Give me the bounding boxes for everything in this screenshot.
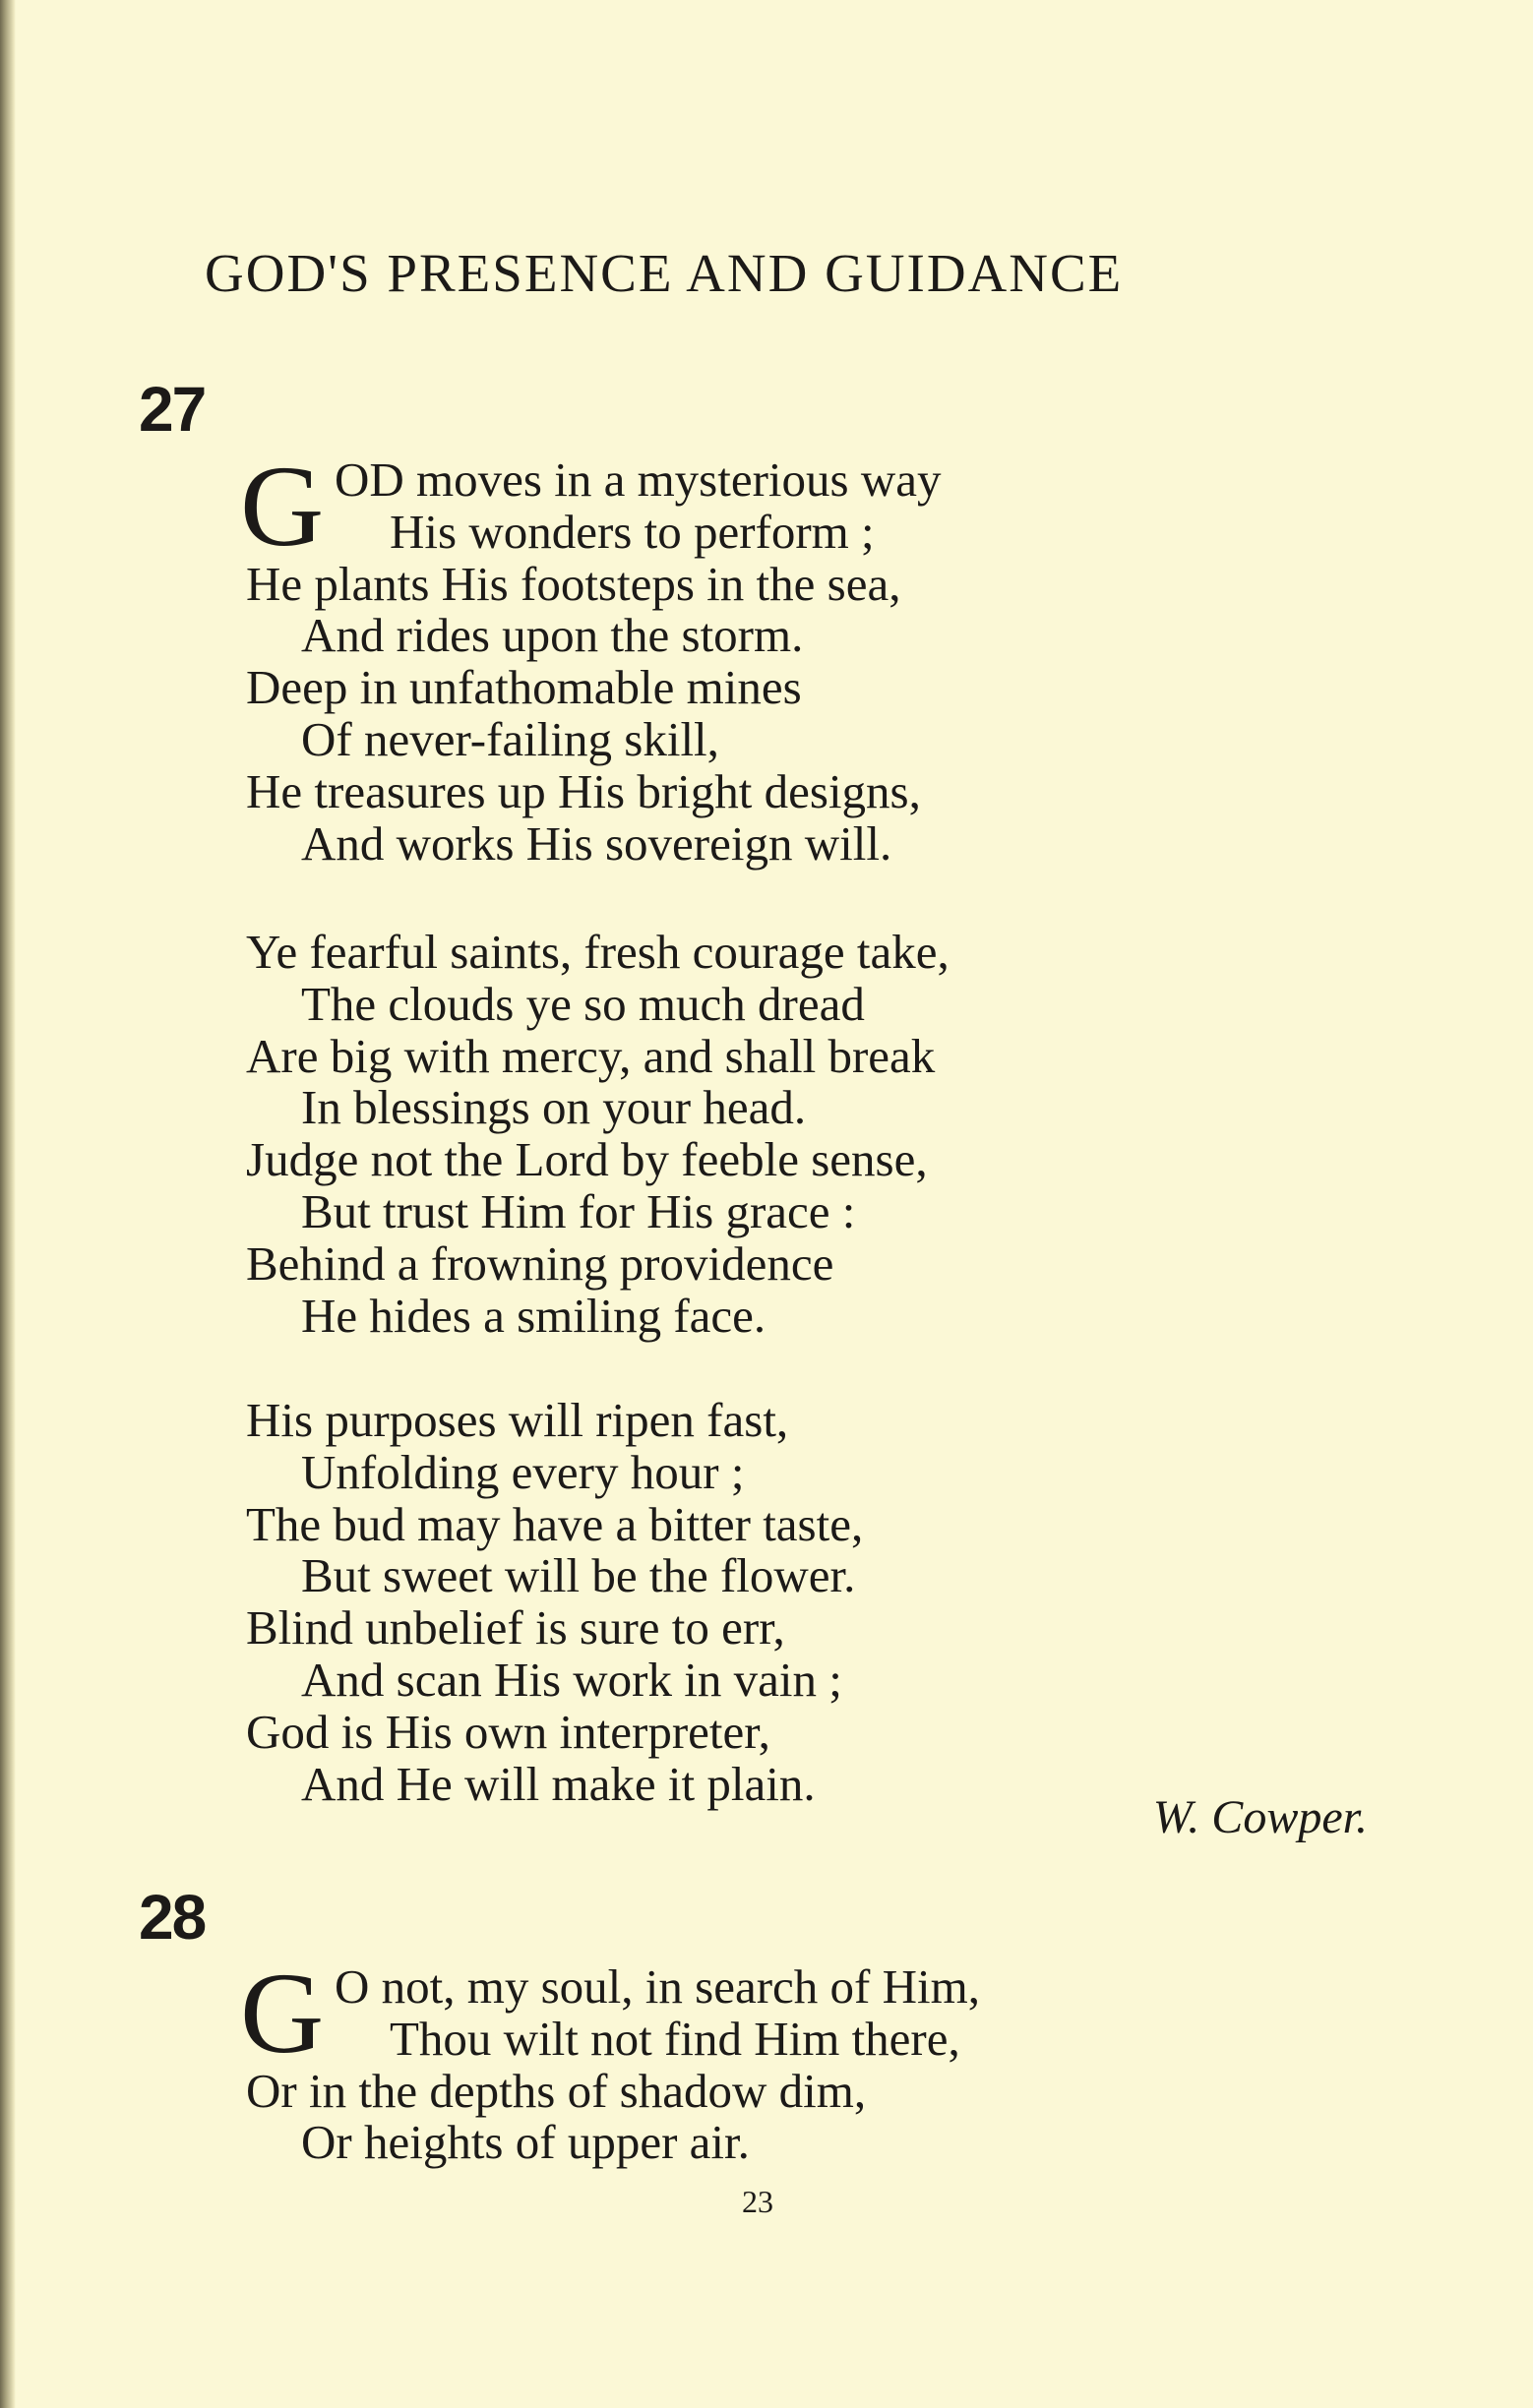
verse-line: But sweet will be the flower. xyxy=(301,1548,856,1603)
verse-line: Or in the depths of shadow dim, xyxy=(246,2063,867,2118)
verse-line: The bud may have a bitter taste, xyxy=(246,1496,864,1551)
hymn-28-stanza-1 xyxy=(246,1961,980,2169)
verse-line: Behind a frowning providence xyxy=(246,1235,834,1291)
verse-line: Thou wilt not find Him there, xyxy=(390,2011,960,2066)
hymn-number: 27 xyxy=(139,374,206,445)
verse-line: His purposes will ripen fast, xyxy=(246,1393,789,1447)
verse-line: God is His own interpreter, xyxy=(246,1704,770,1759)
verse-line: And rides upon the storm. xyxy=(301,608,804,663)
verse-line: And He will make it plain. xyxy=(301,1756,816,1811)
running-head: GOD'S PRESENCE AND GUIDANCE xyxy=(205,243,1124,303)
author-attribution: W. Cowper. xyxy=(1152,1791,1368,1843)
verse-line: He treasures up His bright designs, xyxy=(246,763,921,818)
verse-line: The clouds ye so much dread xyxy=(301,976,865,1031)
page-binding-edge xyxy=(0,0,16,2408)
verse-line: He hides a smiling face. xyxy=(301,1288,766,1343)
verse-line: His wonders to perform ; xyxy=(390,504,875,559)
page-number: 23 xyxy=(742,2184,773,2219)
verse-line: Judge not the Lord by feeble sense, xyxy=(246,1132,928,1187)
drop-cap: G xyxy=(240,442,325,571)
hymn-number: 28 xyxy=(139,1882,206,1953)
verse-line: But trust Him for His grace : xyxy=(301,1183,856,1238)
verse-line: And scan His work in vain ; xyxy=(301,1652,842,1707)
verse-line: Unfolding every hour ; xyxy=(301,1444,745,1499)
verse-line: Are big with mercy, and shall break xyxy=(246,1028,936,1083)
hymn-27-stanza-3 xyxy=(246,1395,863,1810)
verse-line: O not, my soul, in search of Him, xyxy=(335,1959,980,2014)
verse-line: And works His sovereign will. xyxy=(301,815,892,871)
hymn-27-stanza-1 xyxy=(246,454,942,870)
verse-line: He plants His footsteps in the sea, xyxy=(246,556,901,611)
hymn-27-stanza-2 xyxy=(246,927,950,1342)
verse-line: Blind unbelief is sure to err, xyxy=(246,1600,785,1656)
verse-line: In blessings on your head. xyxy=(301,1080,807,1135)
verse-line: Of never-failing skill, xyxy=(301,711,719,766)
verse-line: OD moves in a mysterious way xyxy=(335,452,942,507)
verse-line: Deep in unfathomable mines xyxy=(246,660,802,715)
verse-line: Ye fearful saints, fresh courage take, xyxy=(246,925,950,979)
drop-cap: G xyxy=(240,1949,325,2077)
verse-line: Or heights of upper air. xyxy=(301,2115,750,2170)
